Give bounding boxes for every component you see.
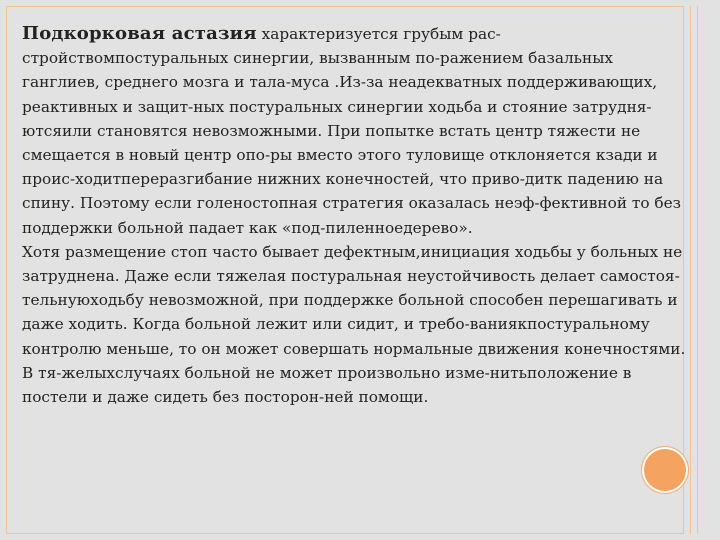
decorative-circle [641, 446, 689, 494]
slide-title: Подкорковая астазия [22, 23, 257, 44]
frame-right-line-3 [697, 6, 698, 534]
frame-bottom-line [6, 533, 684, 534]
paragraph-2: Хотя размещение стоп часто бывает дефектным,инициация ходьбы у больных не затруднена. Даже если тяжелая постуральная неустойчивость делает самостоя-тельнуюходьбу невозможной, при поддержке больной способен перешагивать и даже ходить. Когда больной лежит или сидит, и требо-ваниякпостуральному контролю меньше, то он может совершать нормальные движения конечностями. В тя-желыхслучаях больной не может произвольно изме-нитьположение в постели и даже сидеть без посторон-ней помощи. [22, 242, 686, 407]
frame-left-line [6, 6, 7, 534]
paragraph-1-text: характеризуется грубым рас-стройствомпостуральных синергии, вызванным по-ражением базальных ганглиев, среднего мозга и тала-муса .Из-за неадекватных поддерживающих, реактивных и защит-ных постуральных синергии ходьба и стояние затрудня-ютсяили становятся невозможными. При попытке встать центр тяжести не смещается в новый центр опо-ры вместо этого туловище отклоняется кзади и проис-ходитпереразгибание нижних конечностей, что приво-дитк падению на спину. Поэтому если голеностопная стратегия оказалась неэф-фективной то без поддержки больной падает как «под-пиленноедерево». [22, 25, 682, 237]
frame-top-line [6, 6, 684, 7]
slide-body [22, 22, 692, 409]
paragraph-1 [22, 22, 692, 240]
